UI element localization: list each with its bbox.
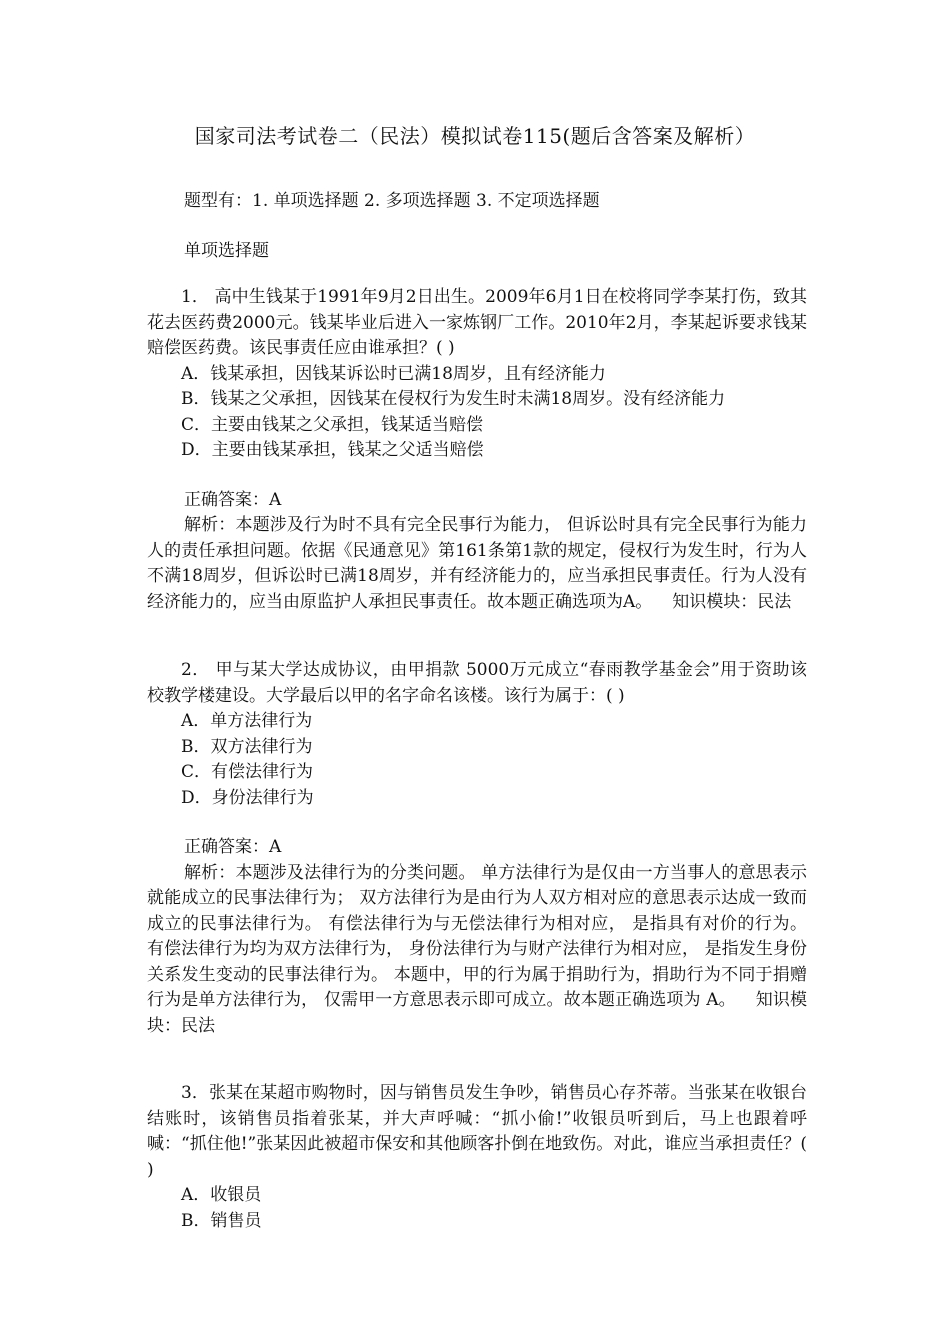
question-types: 题型有：1. 单项选择题 2. 多项选择题 3. 不定项选择题 (184, 191, 600, 211)
option-b: B．钱某之父承担，因钱某在侵权行为发生时未满18周岁。没有经济能力 (181, 389, 726, 409)
question-stem: 1． 高中生钱某于1991年9月2日出生。2009年6月1日在校将同学李某打伤，致其花去医药费2000元。钱某毕业后进入一家炼钢厂工作。2010年2月，李某起诉要求钱某赔偿医药费。该民事责任应由谁承担？( ) (147, 287, 807, 358)
section-heading: 单项选择题 (184, 241, 269, 261)
option-a: A．单方法律行为 (181, 711, 313, 731)
option-d: D．主要由钱某承担，钱某之父适当赔偿 (181, 440, 484, 460)
knowledge-module: 知识模块：民法 (672, 591, 792, 612)
option-b: B．销售员 (181, 1210, 262, 1231)
question-1 (147, 285, 807, 615)
option-a: A．收银员 (181, 1185, 262, 1205)
question-2 (147, 658, 807, 1039)
explanation: 解析：本题涉及法律行为的分类问题。 单方法律行为是仅由一方当事人的意思表示就能成立的民事法律行为； 双方法律行为是由行为人双方相对应的意思表示达成一致而成立的民事法律行为。 有偿法律行为与无偿法律行为相对应， 是指具有对价的行为。 有偿法律行为均为双方法律行为， 身份法律行为与财产法律行为相对应， 是指发生身份关系发生变动的民事法律行为。 本题中，甲的行为属于捐助行为，捐助行为不同于捐赠行为是单方法律行为， 仅需甲一方意思表示即可成立。故本题正确选项为 A。 知识模块：民法 (147, 862, 807, 1036)
question-3 (147, 1081, 807, 1234)
option-c: C．主要由钱某之父承担，钱某适当赔偿 (181, 414, 484, 435)
knowledge-module: 知识模块：民法 (147, 990, 807, 1036)
correct-answer: 正确答案：A (184, 837, 282, 857)
correct-answer: 正确答案：A (184, 489, 282, 510)
option-c: C．有偿法律行为 (181, 762, 314, 782)
option-b: B．双方法律行为 (181, 736, 313, 757)
option-a: A．钱某承担，因钱某诉讼时已满18周岁，且有经济能力 (181, 363, 606, 384)
question-stem: 3．张某在某超市购物时，因与销售员发生争吵，销售员心存芥蒂。当张某在收银台结账时，该销售员指着张某，并大声呼喊：“抓小偷!”收银员听到后，马上也跟着呼喊：“抓住他!”张某因此被超市保安和其他顾客扑倒在地致伤。对此，谁应当承担责任？( ) (147, 1083, 807, 1180)
explanation: 解析：本题涉及行为时不具有完全民事行为能力， 但诉讼时具有完全民事行为能力人的责任承担问题。依据《民通意见》第161条第1款的规定，侵权行为发生时，行为人不满18周岁，但诉讼时已满18周岁，并有经济能力的，应当承担民事责任。行为人没有经济能力的，应当由原监护人承担民事责任。故本题正确选项为A。 知识模块：民法 (147, 515, 807, 612)
question-stem: 2． 甲与某大学达成协议，由甲捐款 5000万元成立“春雨教学基金会”用于资助该校教学楼建设。大学最后以甲的名字命名该楼。该行为属于：( ) (147, 660, 807, 706)
page-title: 国家司法考试卷二（民法）模拟试卷115(题后含答案及解析） (194, 124, 756, 148)
option-d: D．身份法律行为 (181, 787, 314, 808)
